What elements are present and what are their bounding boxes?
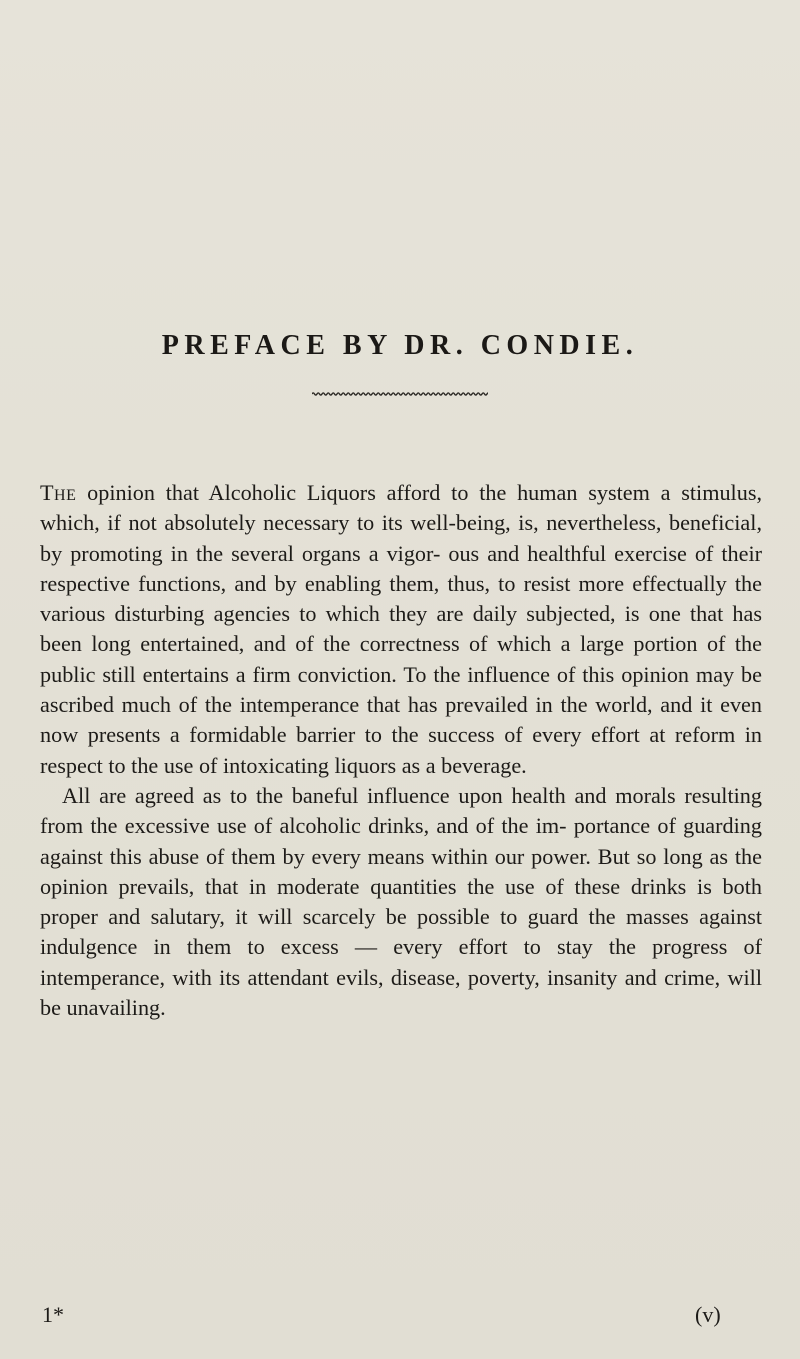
opening-word: The [40,480,77,505]
page-number: (v) [695,1302,721,1327]
page-footer [0,1302,800,1332]
signature-mark: 1* [42,1302,64,1327]
page-title: PREFACE BY DR. CONDIE. [161,330,639,361]
preface-body [40,478,762,1023]
paragraph-1-text: opinion that Alcoholic Liquors afford to the human system a stimulus, which, if not absolutely necessary to its well-being, is, nevertheless, beneficial, by promoting in the several organs a vigor- ous and healthful exercise of their respective functions, and by enabling them, thus, to resist more effectually the various disturbing agencies to which they are daily subjected, is one that has been long entertained, and of the correctness of which a large portion of the public still entertains a firm conviction. To the influence of this opinion may be ascribed much of the intemperance that has prevailed in the world, and it even now presents a formidable barrier to the success of every effort at reform in respect to the use of intoxicating liquors as a beverage. [40,480,763,778]
ornamental-wavy-rule [312,390,488,398]
paragraph-2: All are agreed as to the baneful influence upon health and morals resulting from the excessive use of alcoholic drinks, and of the im- portance of guarding against this abuse of them by every means within our power. But so long as the opinion prevails, that in moderate quantities the use of these drinks is both proper and salutary, it will scarcely be possible to guard the masses against indulgence in them to excess — every effort to stay the progress of intemperance, with its attendant evils, disease, poverty, insanity and crime, will be unavailing. [40,782,762,1021]
paragraph-1 [40,478,762,781]
